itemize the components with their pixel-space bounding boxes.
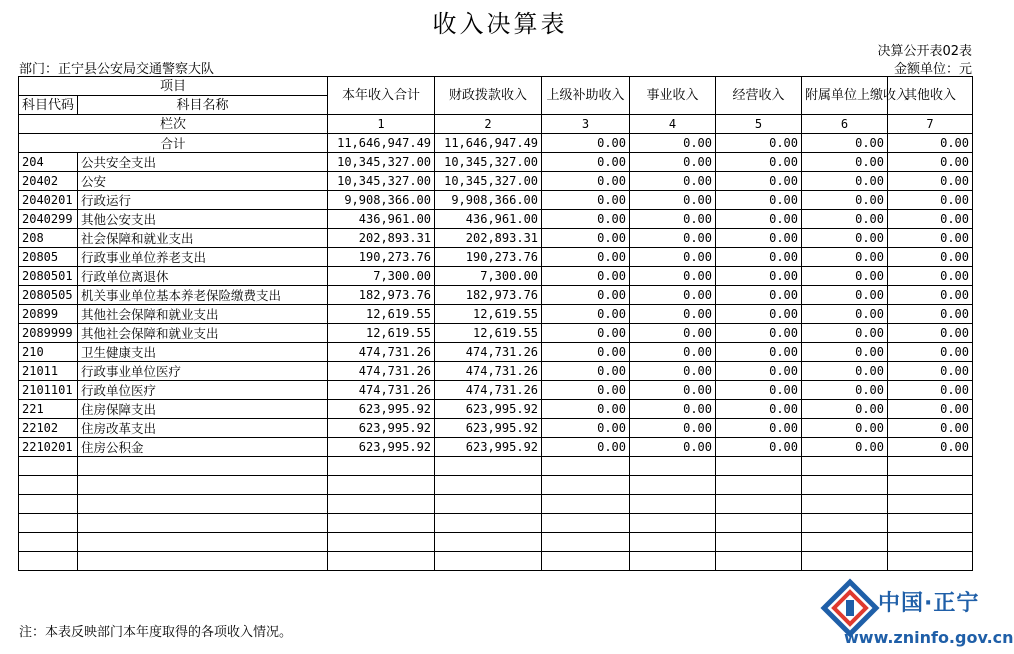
empty-cell <box>630 552 716 571</box>
row-index: 7 <box>888 115 973 134</box>
empty-cell <box>888 476 973 495</box>
subject-name: 其他社会保障和就业支出 <box>78 305 328 324</box>
empty-cell <box>542 533 630 552</box>
amount-cell: 0.00 <box>802 286 888 305</box>
subject-name: 行政单位医疗 <box>78 381 328 400</box>
amount-cell: 0.00 <box>888 381 973 400</box>
amount-cell: 0.00 <box>888 305 973 324</box>
amount-cell: 0.00 <box>630 438 716 457</box>
amount-cell: 0.00 <box>630 172 716 191</box>
row-index: 2 <box>435 115 542 134</box>
income-table <box>18 76 973 571</box>
total-cell: 0.00 <box>802 134 888 153</box>
empty-cell <box>435 457 542 476</box>
amount-cell: 0.00 <box>630 153 716 172</box>
amount-cell: 0.00 <box>888 419 973 438</box>
amount-cell: 474,731.26 <box>435 381 542 400</box>
empty-cell <box>19 476 78 495</box>
empty-cell <box>542 476 630 495</box>
subject-code: 2080501 <box>19 267 78 286</box>
empty-cell <box>78 552 328 571</box>
amount-cell: 474,731.26 <box>435 362 542 381</box>
empty-cell <box>888 533 973 552</box>
empty-cell <box>542 495 630 514</box>
total-row <box>19 134 973 153</box>
empty-cell <box>716 495 802 514</box>
amount-cell: 0.00 <box>630 267 716 286</box>
empty-cell <box>435 476 542 495</box>
subject-code: 22102 <box>19 419 78 438</box>
empty-cell <box>328 476 435 495</box>
amount-cell: 10,345,327.00 <box>435 153 542 172</box>
column-header: 其他收入 <box>888 77 973 115</box>
amount-cell: 0.00 <box>802 191 888 210</box>
table-row <box>19 153 973 172</box>
amount-cell: 0.00 <box>716 419 802 438</box>
empty-cell <box>328 457 435 476</box>
amount-cell: 623,995.92 <box>435 400 542 419</box>
empty-cell <box>435 552 542 571</box>
empty-cell <box>78 476 328 495</box>
empty-cell <box>542 514 630 533</box>
total-cell: 11,646,947.49 <box>328 134 435 153</box>
empty-cell <box>630 533 716 552</box>
amount-cell: 0.00 <box>630 343 716 362</box>
amount-cell: 202,893.31 <box>328 229 435 248</box>
subject-name: 公安 <box>78 172 328 191</box>
subject-code: 2040299 <box>19 210 78 229</box>
amount-cell: 0.00 <box>716 381 802 400</box>
amount-cell: 0.00 <box>802 229 888 248</box>
subject-code: 208 <box>19 229 78 248</box>
table-row <box>19 248 973 267</box>
total-label: 合计 <box>19 134 328 153</box>
total-cell: 0.00 <box>542 134 630 153</box>
total-cell: 0.00 <box>630 134 716 153</box>
table-row <box>19 286 973 305</box>
amount-cell: 0.00 <box>716 305 802 324</box>
amount-cell: 0.00 <box>542 229 630 248</box>
amount-cell: 0.00 <box>542 248 630 267</box>
amount-cell: 7,300.00 <box>328 267 435 286</box>
amount-cell: 0.00 <box>716 324 802 343</box>
amount-cell: 0.00 <box>542 381 630 400</box>
amount-cell: 0.00 <box>888 343 973 362</box>
amount-cell: 474,731.26 <box>435 343 542 362</box>
page-title: 收入决算表 <box>432 10 568 38</box>
site-logo-watermark <box>820 572 1014 652</box>
table-row <box>19 172 973 191</box>
amount-cell: 12,619.55 <box>435 324 542 343</box>
table-row <box>19 305 973 324</box>
amount-cell: 474,731.26 <box>328 343 435 362</box>
amount-cell: 0.00 <box>630 286 716 305</box>
subject-name: 社会保障和就业支出 <box>78 229 328 248</box>
empty-cell <box>328 533 435 552</box>
amount-cell: 0.00 <box>888 400 973 419</box>
subject-name: 其他社会保障和就业支出 <box>78 324 328 343</box>
subject-name: 住房保障支出 <box>78 400 328 419</box>
amount-cell: 0.00 <box>630 381 716 400</box>
amount-cell: 0.00 <box>802 153 888 172</box>
column-header: 财政拨款收入 <box>435 77 542 115</box>
subject-code: 20899 <box>19 305 78 324</box>
amount-cell: 0.00 <box>888 267 973 286</box>
amount-cell: 0.00 <box>630 324 716 343</box>
empty-cell <box>888 495 973 514</box>
amount-cell: 623,995.92 <box>435 438 542 457</box>
subject-code: 221 <box>19 400 78 419</box>
amount-cell: 0.00 <box>542 324 630 343</box>
amount-cell: 623,995.92 <box>328 400 435 419</box>
subject-name: 卫生健康支出 <box>78 343 328 362</box>
amount-cell: 0.00 <box>716 191 802 210</box>
empty-cell <box>716 457 802 476</box>
table-row <box>19 400 973 419</box>
empty-cell <box>888 552 973 571</box>
row-index: 1 <box>328 115 435 134</box>
amount-cell: 182,973.76 <box>328 286 435 305</box>
column-header: 本年收入合计 <box>328 77 435 115</box>
amount-cell: 0.00 <box>802 267 888 286</box>
row-index-label: 栏次 <box>19 115 328 134</box>
amount-cell: 9,908,366.00 <box>328 191 435 210</box>
amount-cell: 0.00 <box>716 210 802 229</box>
empty-cell <box>19 533 78 552</box>
amount-cell: 0.00 <box>802 381 888 400</box>
empty-cell <box>630 476 716 495</box>
empty-cell <box>78 495 328 514</box>
subject-code: 2210201 <box>19 438 78 457</box>
subject-name: 行政单位离退休 <box>78 267 328 286</box>
amount-cell: 0.00 <box>888 153 973 172</box>
amount-cell: 0.00 <box>630 191 716 210</box>
amount-cell: 0.00 <box>888 286 973 305</box>
empty-cell <box>716 533 802 552</box>
empty-cell <box>802 514 888 533</box>
amount-cell: 0.00 <box>630 229 716 248</box>
amount-cell: 0.00 <box>888 210 973 229</box>
amount-cell: 190,273.76 <box>435 248 542 267</box>
amount-cell: 190,273.76 <box>328 248 435 267</box>
amount-cell: 182,973.76 <box>435 286 542 305</box>
amount-cell: 0.00 <box>716 286 802 305</box>
amount-cell: 0.00 <box>716 362 802 381</box>
code-header: 科目代码 <box>19 96 78 115</box>
empty-cell <box>802 495 888 514</box>
empty-cell <box>716 514 802 533</box>
subject-name: 其他公安支出 <box>78 210 328 229</box>
row-index: 5 <box>716 115 802 134</box>
empty-cell <box>328 495 435 514</box>
amount-cell: 202,893.31 <box>435 229 542 248</box>
amount-cell: 0.00 <box>802 248 888 267</box>
empty-cell <box>78 514 328 533</box>
empty-cell <box>716 552 802 571</box>
amount-cell: 0.00 <box>542 400 630 419</box>
amount-cell: 0.00 <box>802 400 888 419</box>
subject-code: 2040201 <box>19 191 78 210</box>
column-header: 上级补助收入 <box>542 77 630 115</box>
empty-row <box>19 495 973 514</box>
table-row <box>19 210 973 229</box>
empty-cell <box>888 457 973 476</box>
empty-cell <box>19 552 78 571</box>
subject-code: 21011 <box>19 362 78 381</box>
empty-row <box>19 533 973 552</box>
subject-name: 行政运行 <box>78 191 328 210</box>
table-row <box>19 267 973 286</box>
empty-cell <box>802 552 888 571</box>
amount-cell: 474,731.26 <box>328 362 435 381</box>
row-index: 6 <box>802 115 888 134</box>
amount-cell: 0.00 <box>542 343 630 362</box>
amount-cell: 0.00 <box>542 153 630 172</box>
row-index: 3 <box>542 115 630 134</box>
table-row <box>19 229 973 248</box>
amount-cell: 0.00 <box>630 305 716 324</box>
amount-cell: 0.00 <box>716 153 802 172</box>
table-row <box>19 381 973 400</box>
subject-code: 204 <box>19 153 78 172</box>
empty-row <box>19 552 973 571</box>
empty-row <box>19 514 973 533</box>
subject-name: 住房改革支出 <box>78 419 328 438</box>
amount-cell: 0.00 <box>888 438 973 457</box>
amount-cell: 0.00 <box>716 400 802 419</box>
amount-cell: 0.00 <box>542 438 630 457</box>
empty-cell <box>78 533 328 552</box>
empty-cell <box>328 552 435 571</box>
amount-cell: 7,300.00 <box>435 267 542 286</box>
empty-cell <box>435 514 542 533</box>
footnote: 注：本表反映部门本年度取得的各项收入情况。 <box>19 625 293 640</box>
amount-cell: 0.00 <box>542 267 630 286</box>
amount-cell: 474,731.26 <box>328 381 435 400</box>
amount-cell: 623,995.92 <box>435 419 542 438</box>
amount-cell: 0.00 <box>630 362 716 381</box>
amount-cell: 0.00 <box>888 191 973 210</box>
amount-cell: 12,619.55 <box>328 305 435 324</box>
header-group: 项目 <box>19 77 328 96</box>
subject-code: 2101101 <box>19 381 78 400</box>
subject-name: 公共安全支出 <box>78 153 328 172</box>
amount-cell: 0.00 <box>630 400 716 419</box>
empty-cell <box>888 514 973 533</box>
row-index: 4 <box>630 115 716 134</box>
amount-cell: 0.00 <box>716 438 802 457</box>
amount-cell: 0.00 <box>542 305 630 324</box>
amount-cell: 0.00 <box>716 267 802 286</box>
amount-cell: 0.00 <box>888 362 973 381</box>
amount-cell: 10,345,327.00 <box>435 172 542 191</box>
empty-cell <box>802 533 888 552</box>
logo-name: 中国·正宁 <box>878 591 980 616</box>
logo-url: www.zninfo.gov.cn <box>844 628 1014 647</box>
subject-code: 2089999 <box>19 324 78 343</box>
table-row <box>19 324 973 343</box>
amount-cell: 0.00 <box>888 229 973 248</box>
amount-cell: 0.00 <box>542 210 630 229</box>
amount-cell: 0.00 <box>716 343 802 362</box>
amount-cell: 0.00 <box>630 248 716 267</box>
empty-row <box>19 457 973 476</box>
amount-cell: 0.00 <box>542 362 630 381</box>
amount-cell: 0.00 <box>716 248 802 267</box>
column-header: 经营收入 <box>716 77 802 115</box>
amount-cell: 0.00 <box>542 286 630 305</box>
empty-cell <box>19 457 78 476</box>
department-label: 部门：正宁县公安局交通警察大队 <box>19 62 215 77</box>
empty-cell <box>19 514 78 533</box>
empty-cell <box>630 457 716 476</box>
amount-cell: 0.00 <box>802 362 888 381</box>
amount-cell: 10,345,327.00 <box>328 172 435 191</box>
subject-name: 机关事业单位基本养老保险缴费支出 <box>78 286 328 305</box>
amount-cell: 436,961.00 <box>328 210 435 229</box>
subject-name: 行政事业单位医疗 <box>78 362 328 381</box>
table-row <box>19 438 973 457</box>
amount-cell: 0.00 <box>888 248 973 267</box>
empty-row <box>19 476 973 495</box>
total-cell: 11,646,947.49 <box>435 134 542 153</box>
form-id: 决算公开表02表 <box>877 44 972 59</box>
subject-name: 住房公积金 <box>78 438 328 457</box>
empty-cell <box>630 495 716 514</box>
amount-cell: 0.00 <box>802 343 888 362</box>
table-row <box>19 362 973 381</box>
subject-code: 2080505 <box>19 286 78 305</box>
amount-cell: 0.00 <box>888 172 973 191</box>
amount-cell: 0.00 <box>716 229 802 248</box>
empty-cell <box>328 514 435 533</box>
table-row <box>19 191 973 210</box>
empty-cell <box>78 457 328 476</box>
subject-name: 行政事业单位养老支出 <box>78 248 328 267</box>
amount-cell: 12,619.55 <box>328 324 435 343</box>
amount-cell: 0.00 <box>802 172 888 191</box>
empty-cell <box>630 514 716 533</box>
amount-cell: 0.00 <box>802 438 888 457</box>
empty-cell <box>716 476 802 495</box>
empty-cell <box>802 457 888 476</box>
empty-cell <box>802 476 888 495</box>
amount-cell: 0.00 <box>542 172 630 191</box>
empty-cell <box>542 552 630 571</box>
amount-cell: 0.00 <box>630 419 716 438</box>
column-header: 附属单位上缴收入 <box>802 77 888 115</box>
amount-cell: 0.00 <box>630 210 716 229</box>
amount-cell: 10,345,327.00 <box>328 153 435 172</box>
amount-cell: 0.00 <box>802 324 888 343</box>
amount-cell: 9,908,366.00 <box>435 191 542 210</box>
subject-code: 20805 <box>19 248 78 267</box>
amount-cell: 0.00 <box>542 419 630 438</box>
amount-cell: 0.00 <box>802 305 888 324</box>
table-body <box>19 134 973 571</box>
amount-cell: 623,995.92 <box>328 419 435 438</box>
empty-cell <box>542 457 630 476</box>
amount-unit: 金额单位：元 <box>893 62 972 77</box>
amount-cell: 0.00 <box>716 172 802 191</box>
empty-cell <box>435 533 542 552</box>
total-cell: 0.00 <box>716 134 802 153</box>
column-header: 事业收入 <box>630 77 716 115</box>
amount-cell: 0.00 <box>802 210 888 229</box>
total-cell: 0.00 <box>888 134 973 153</box>
amount-cell: 436,961.00 <box>435 210 542 229</box>
amount-cell: 0.00 <box>542 191 630 210</box>
subject-code: 20402 <box>19 172 78 191</box>
table-row <box>19 343 973 362</box>
subject-code: 210 <box>19 343 78 362</box>
amount-cell: 12,619.55 <box>435 305 542 324</box>
amount-cell: 0.00 <box>888 324 973 343</box>
amount-cell: 0.00 <box>802 419 888 438</box>
empty-cell <box>19 495 78 514</box>
name-header: 科目名称 <box>78 96 328 115</box>
amount-cell: 623,995.92 <box>328 438 435 457</box>
table-row <box>19 419 973 438</box>
empty-cell <box>435 495 542 514</box>
